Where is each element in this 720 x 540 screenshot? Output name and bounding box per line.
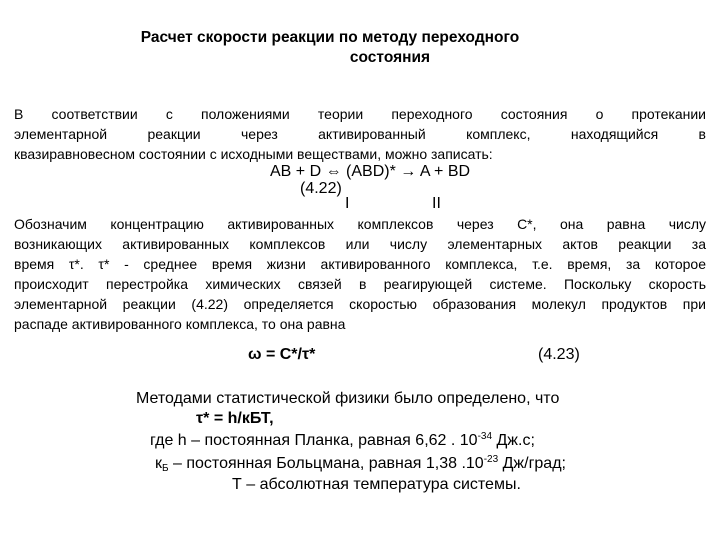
planck-exponent: -34 (477, 431, 493, 442)
boltzmann-constant-line (155, 453, 566, 475)
concentration-paragraph (14, 214, 706, 334)
boltzmann-subscript: Б (162, 463, 169, 474)
boltzmann-text: – постоянная Больцмана, равная 1,38 .10 (168, 455, 484, 472)
tau-formula: τ* = h/кБТ, (196, 410, 274, 427)
paragraph-line: Обозначим концентрацию активированных комплексов через C*, она равна числу (14, 216, 706, 232)
temperature-line: Т – абсолютная температура системы. (232, 476, 521, 493)
planck-constant-line (150, 430, 535, 452)
conclusion-intro: Методами статистической физики было определено, что (136, 390, 560, 407)
intro-line: элементарной реакции через активированный комплекс, находящийся в (14, 126, 706, 142)
paragraph-line: время τ*. τ* - среднее время жизни активированного комплекса, т.е. время, за которое (14, 256, 706, 272)
boltzmann-exponent: -23 (483, 454, 499, 465)
boltzmann-symbol: к (155, 455, 162, 472)
planck-text: где h – постоянная Планка, равная 6,62 . 10 (150, 432, 478, 449)
boltzmann-unit: Дж/град; (498, 455, 566, 472)
title-line-2: состояния (349, 49, 431, 66)
planck-unit: Дж.с; (492, 432, 535, 449)
paragraph-line: распаде активированного комплекса, то она равна (14, 316, 346, 332)
title-line-1: Расчет скорости реакции по методу переходного (140, 29, 520, 46)
equation-number-4-22: (4.22) (300, 180, 342, 197)
page-title (0, 28, 720, 68)
step-label-ii: II (432, 195, 441, 212)
rate-equation: ω = C*/τ* (248, 346, 316, 363)
paragraph-line: возникающих активированных комплексов или числу элементарных актов реакции за (14, 236, 706, 252)
paragraph-line: происходит перестройка химических связей в реагирующей системе. Поскольку скорость (14, 276, 706, 292)
intro-paragraph (14, 104, 706, 164)
step-label-i: I (345, 195, 350, 212)
intro-line: квазиравновесном состоянии с исходными веществами, можно записать: (14, 146, 493, 162)
intro-line: В соответствии с положениями теории переходного состояния о протекании (14, 106, 706, 122)
paragraph-line: элементарной реакции (4.22) определяется скоростью образования молекул продуктов при (14, 296, 706, 312)
equation-number-4-23: (4.23) (538, 346, 580, 363)
reaction-equation: AB + D ⇔ (ABD)* → A + BD (270, 163, 471, 180)
